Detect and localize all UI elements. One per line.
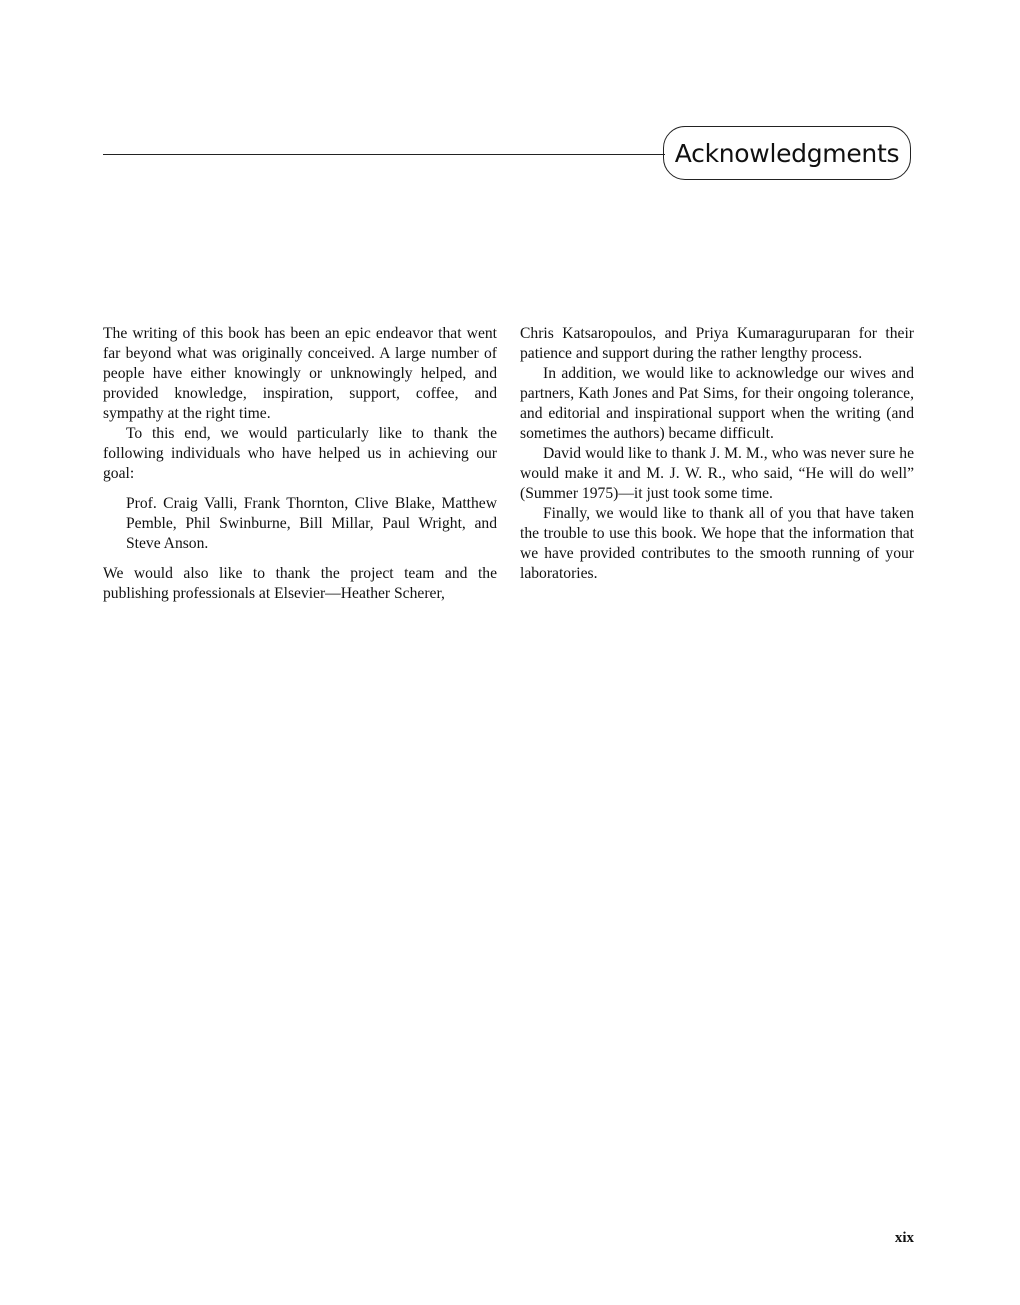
page-number: xix xyxy=(894,1230,914,1246)
chapter-title: Acknowledgments xyxy=(674,138,900,168)
paragraph: Finally, we would like to thank all of you that have taken the trouble to use this book. We hope that the information that we have provided contributes to the smooth running of your laboratories. xyxy=(520,505,914,582)
heading-rule xyxy=(103,154,665,155)
paragraph: We would also like to thank the project team and the publishing professionals at Elsevier—Heather Scherer, xyxy=(103,565,497,602)
paragraph: In addition, we would like to acknowledge our wives and partners, Kath Jones and Pat Sims, for their ongoing tolerance, and editorial and inspirational support when the writing (and sometimes the authors) became difficult. xyxy=(520,365,914,442)
left-column xyxy=(103,324,497,604)
chapter-heading-box xyxy=(663,126,911,180)
names-blockquote: Prof. Craig Valli, Frank Thornton, Clive Blake, Matthew Pemble, Phil Swinburne, Bill Millar, Paul Wright, and Steve Anson. xyxy=(126,495,497,552)
paragraph: David would like to thank J. M. M., who was never sure he would make it and M. J. W. R., who said, “He will do well” (Summer 1975)—it just took some time. xyxy=(520,445,914,502)
right-column xyxy=(520,324,914,584)
paragraph: To this end, we would particularly like to thank the following individuals who have helped us in achieving our goal: xyxy=(103,425,497,482)
paragraph: Chris Katsaropoulos, and Priya Kumaraguruparan for their patience and support during the rather lengthy process. xyxy=(520,325,914,362)
paragraph: The writing of this book has been an epic endeavor that went far beyond what was originally conceived. A large number of people have either knowingly or unknowingly helped, and provided knowledge, inspiration, support, coffee, and sympathy at the right time. xyxy=(103,325,497,422)
